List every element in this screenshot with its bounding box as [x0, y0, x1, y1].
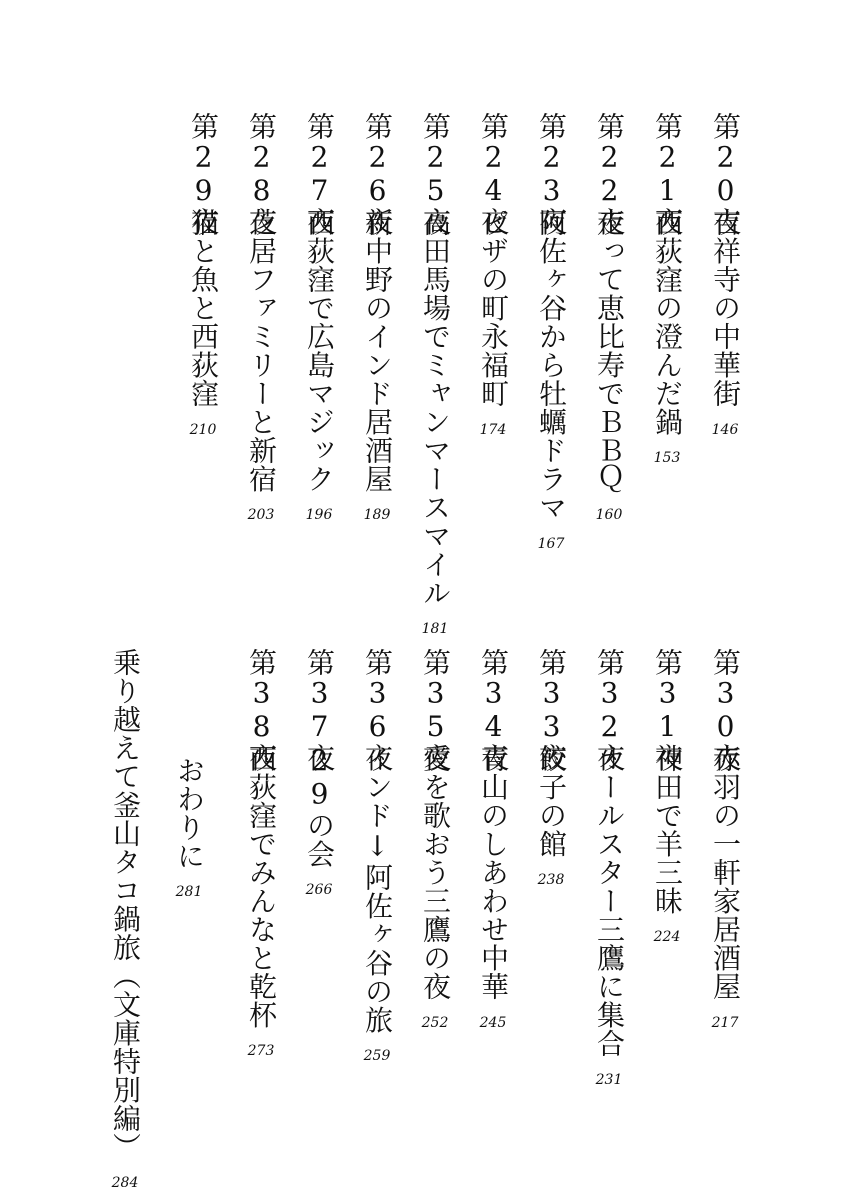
chapter-title: 愛を歌おう三鷹の夜	[419, 744, 452, 1001]
chapter-number: 第31夜	[651, 648, 684, 772]
chapter-number: 第23夜	[535, 112, 568, 236]
chapter-title: 高田馬場でミャンマースマイル	[419, 208, 452, 607]
page-number: 281	[175, 884, 203, 900]
chapter-number: 第38夜	[245, 648, 278, 772]
chapter-title: 西荻窪でみんなと乾杯	[245, 744, 278, 1029]
page-number: 245	[479, 1015, 507, 1031]
page-number: 259	[363, 1048, 391, 1064]
chapter-number: 第28夜	[245, 112, 278, 236]
chapter-number: 第36夜	[361, 648, 394, 772]
chapter-number: 第22夜	[593, 112, 626, 236]
chapter-number: 第25夜	[419, 112, 452, 236]
page-number: 224	[653, 929, 681, 945]
chapter-title: 走って恵比寿でＢＢＱ	[593, 208, 626, 493]
chapter-number: 第32夜	[593, 648, 626, 772]
page-number: 167	[537, 536, 565, 552]
chapter-number: 第20夜	[709, 112, 742, 236]
chapter-title: 西荻窪で広島マジック	[303, 208, 336, 493]
page-number: 266	[305, 882, 333, 898]
chapter-number: 第37夜	[303, 648, 336, 772]
page-number: 284	[111, 1175, 139, 1191]
page-number: 231	[595, 1072, 623, 1088]
chapter-title: 29の会	[303, 744, 336, 868]
page-number: 189	[363, 507, 391, 523]
chapter-title: 神田で羊三昧	[651, 744, 684, 915]
page-number: 160	[595, 507, 623, 523]
chapter-title: 餃子の館	[535, 744, 568, 858]
chapter-title: インド↓阿佐ヶ谷の旅	[361, 744, 394, 1034]
chapter-number: 第27夜	[303, 112, 336, 236]
page-number: 181	[421, 621, 449, 637]
chapter-title: 赤羽の一軒家居酒屋	[709, 744, 742, 1001]
chapter-number: 第33夜	[535, 648, 568, 772]
chapter-number: 第34夜	[477, 648, 510, 772]
chapter-number: 第24夜	[477, 112, 510, 236]
page-number: 153	[653, 450, 681, 466]
chapter-title: オールスター三鷹に集合	[593, 744, 626, 1058]
chapter-title: 新中野のインド居酒屋	[361, 208, 394, 493]
page-number: 238	[537, 872, 565, 888]
chapter-number: 第21夜	[651, 112, 684, 236]
page-number: 210	[189, 422, 217, 438]
page-number: 203	[247, 507, 275, 523]
chapter-title: 乗り越えて釜山タコ鍋旅（文庫特別編）	[109, 648, 142, 1161]
chapter-title: 西荻窪の澄んだ鍋	[651, 208, 684, 436]
page-number: 217	[711, 1015, 739, 1031]
page-number: 273	[247, 1043, 275, 1059]
page-number: 252	[421, 1015, 449, 1031]
chapter-title: 阿佐ヶ谷から牡蠣ドラマ	[535, 208, 568, 522]
chapter-title: おわりに	[173, 756, 206, 870]
chapter-title: 青山のしあわせ中華	[477, 744, 510, 1001]
page-number: 196	[305, 507, 333, 523]
chapter-title: 芝居ファミリーと新宿	[245, 208, 278, 493]
chapter-number: 第29夜	[187, 112, 220, 236]
chapter-title: ピザの町永福町	[477, 208, 510, 408]
page-number: 174	[479, 422, 507, 438]
chapter-number: 第35夜	[419, 648, 452, 772]
chapter-number: 第30夜	[709, 648, 742, 772]
page-number: 146	[711, 422, 739, 438]
chapter-title: 吉祥寺の中華街	[709, 208, 742, 408]
chapter-title: 猫と魚と西荻窪	[187, 208, 220, 408]
chapter-number: 第26夜	[361, 112, 394, 236]
